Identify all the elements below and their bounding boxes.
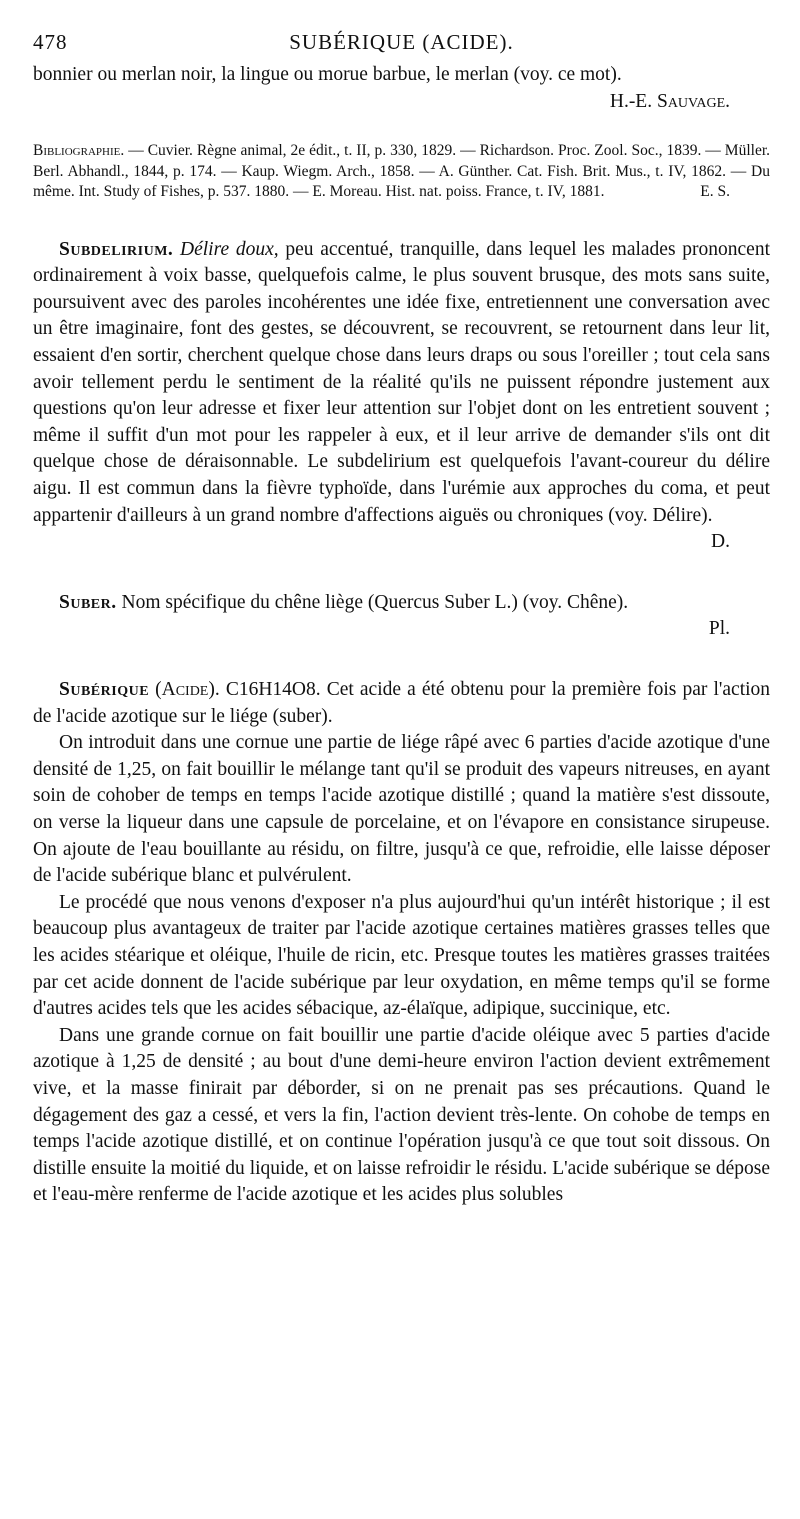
suberique-paragraph-2: Le procédé que nous venons d'exposer n'a plus aujourd'hui qu'un intérêt historique ; il est beaucoup plus avantageux de traiter par l'acide azotique certaines matières grasses telles que les acides stéarique et oléique, l'huile de ricin, etc. Presque toutes les matières grasses traitées par cet acide donnent de l'acide subérique par leur oxydation, en même temps qu'il se forme d'autres acides tels que les acides sébacique, az-élaïque, adipique, succinique, etc. bbox=[33, 891, 770, 1020]
suberique-formula: C16H14O8. bbox=[225, 679, 321, 700]
running-title: SUBÉRIQUE (ACIDE). bbox=[289, 30, 514, 54]
headword-suberique: Subérique bbox=[59, 679, 150, 700]
bibliography-text: — Cuvier. Règne animal, 2e édit., t. II, p. 330, 1829. — Richardson. Proc. Zool. Soc., 1839. — Müller. Berl. Abhandl., 1844, p. 174. — Kaup. Wiegm. Arch., 1858. — A. Günther. Cat. Fish. Brit. Mus., t. IV, 1862. — Du même. Int. Study of Fishes, p. 537. 1880. — E. Moreau. Hist. nat. poiss. France, t. IV, 1881. bbox=[33, 142, 770, 201]
subdelirium-text: peu accentué, tranquille, dans lequel les malades prononcent ordinairement à voix basse, quelquefois calme, le plus souvent brusque, des mots sans suite, poursuivent avec des paroles incohérentes une idée fixe, entretiennent une conversation avec un être imaginaire, font des gestes, se découvrent, se recouvrent, se retournent dans leur lit, essaient d'en sortir, cherchent quelque chose dans leurs draps ou sous l'oreiller ; tout cela sans avoir tellement perdu le sentiment de la réalité qu'ils ne puissent répondre justement aux questions qu'on leur adresse et fixer leur attention sur l'objet dont on les entretient souvent ; même il suffit d'un mot pour les rappeler à eux, et il leur arrive de demander s'ils ont dit quelque chose de déraisonnable. Le subdelirium est quelquefois l'avant-coureur du délire aigu. Il est commun dans la fièvre typhoïde, dans l'urémie aux approches du coma, et peut appartenir d'ailleurs à un grand nombre d'affections aiguës ou chroniques (voy. Délire). bbox=[33, 238, 770, 526]
suber-signature: Pl. bbox=[708, 618, 730, 640]
subdelirium-signature: D. bbox=[711, 531, 730, 553]
page-number: 478 bbox=[33, 30, 68, 54]
suberique-paragraph-3: Dans une grande cornue on fait bouillir une partie d'acide oléique avec 5 parties d'acide azotique à 1,25 de densité ; au bout d'une demi-heure environ l'action devient extrêmement vive, et la masse finirait par déborder, si on ne prenait pas ses précautions. Quand le dégagement des gaz a cessé, et vers la fin, l'action devient très-lente. On cohobe de temps en temps l'acide azotique distillé, et on continue l'opération jusqu'à ce que tout soit dissous. On distille ensuite la moitié du liquide, et on laisse refroidir le résidu. L'acide subérique se dépose et l'eau-mère renferme de l'acide azotique et les acides plus solubles bbox=[33, 1024, 770, 1206]
opening-text: bonnier ou merlan noir, la lingue ou morue barbue, le merlan (voy. ce mot). bbox=[33, 64, 622, 85]
suberique-intro: Cet acide a été obtenu pour la première fois par l'action de l'acide azotique sur le liége (suber). bbox=[33, 679, 771, 727]
headword-suber: Suber. bbox=[59, 591, 117, 613]
suber-text: Nom spécifique du chêne liège (Quercus Suber L.) (voy. Chêne). bbox=[121, 591, 629, 613]
headword-subdelirium: Subdelirium. bbox=[59, 238, 174, 260]
bibliography-signature: E. S. bbox=[700, 183, 730, 201]
opening-signature: H.-E. Sauvage. bbox=[609, 90, 730, 112]
entry-suberique bbox=[33, 677, 770, 1209]
suberique-qualifier: (Acide). bbox=[155, 679, 220, 700]
page-header bbox=[33, 28, 770, 62]
entry-subdelirium bbox=[33, 237, 770, 556]
entry-suber bbox=[33, 590, 770, 643]
document-page bbox=[33, 28, 770, 1209]
subdelirium-lead: Délire doux, bbox=[180, 238, 279, 260]
bibliography-label: Bibliographie. bbox=[33, 142, 125, 160]
suberique-paragraph-1: On introduit dans une cornue une partie de liége râpé avec 6 parties d'acide azotique d'une densité de 1,25, on fait bouillir le mélange tant qu'il se produit des vapeurs nitreuses, en ayant soin de cohober de temps en temps l'acide azotique distillé ; quand la matière s'est dissoute, on verse la liqueur dans une capsule de porcelaine, et on l'évapore en consistance sirupeuse. On ajoute de l'eau bouillante au résidu, on filtre, jusqu'à ce que, refroidie, elle laisse déposer de l'acide subérique blanc et pulvérulent. bbox=[33, 732, 770, 887]
opening-paragraph bbox=[33, 62, 770, 115]
bibliography bbox=[33, 141, 770, 203]
